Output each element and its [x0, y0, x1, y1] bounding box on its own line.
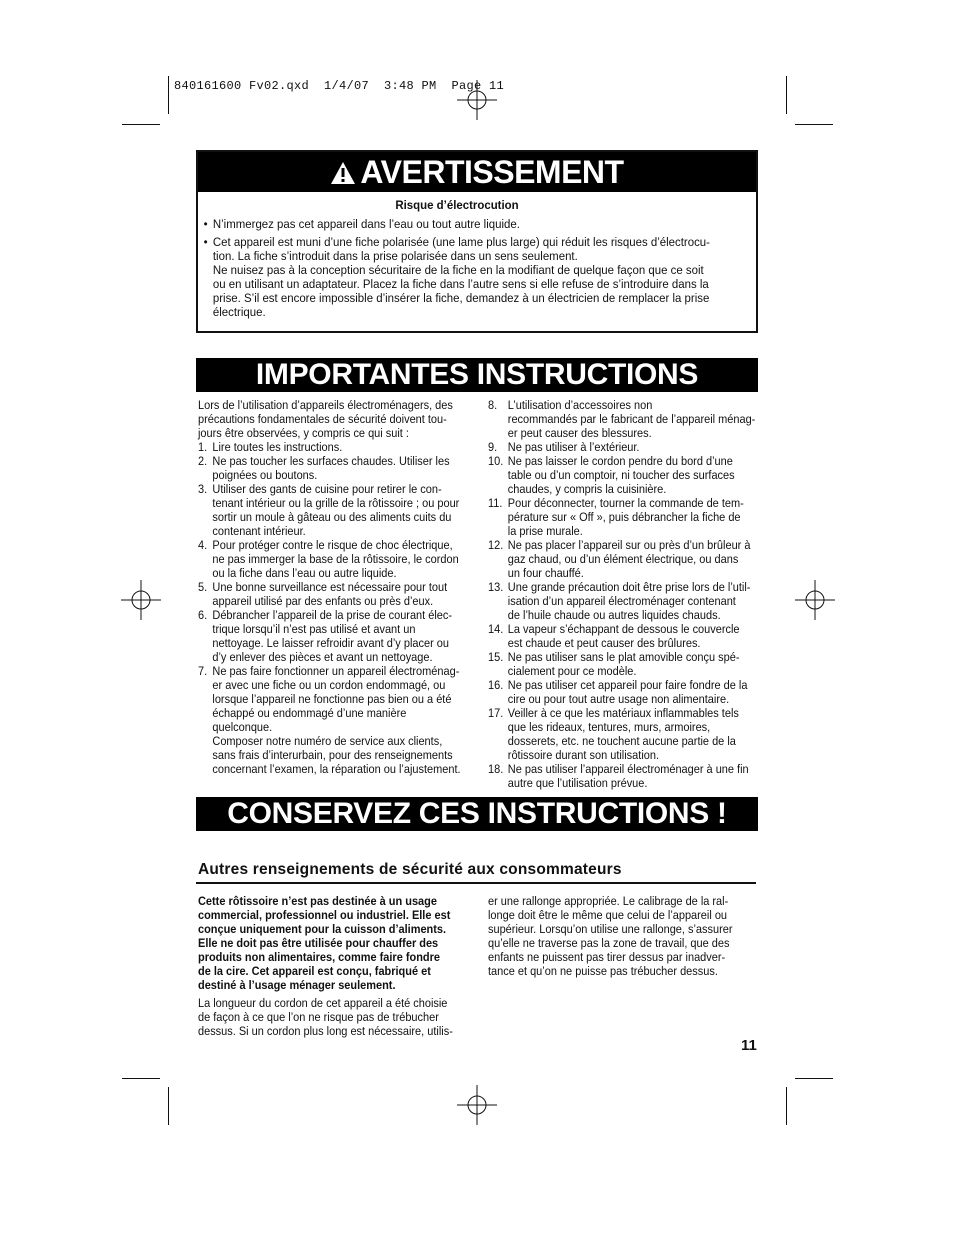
- crop-mark: [122, 1078, 160, 1079]
- registration-mark-icon: [795, 580, 835, 620]
- instruction-text: Pour protéger contre le risque de choc électrique, ne pas immerger la base de la rôtissoire, le cordon ou la fiche dans l’eau ou autre liquide.: [212, 538, 459, 580]
- instruction-text: La vapeur s’échappant de dessous le couvercle est chaude et peut causer des brûlures.: [507, 622, 740, 650]
- instruction-text: Ne pas faire fonctionner un appareil électroménag- er avec une fiche ou un cordon endommagé, ou lorsque l’appareil ne fonctionne pas bien ou a été échappé ou endommagé d’une manière quelconque. Composer notre numéro de service aux clients, sans frais d’interurbain, pour des renseignements concernant l’examen, la réparation ou l’ajustement.: [212, 664, 461, 776]
- instruction-item: [488, 496, 763, 538]
- instruction-item: [488, 650, 763, 678]
- instruction-text: Ne pas toucher les surfaces chaudes. Utiliser les poignées ou boutons.: [212, 454, 450, 482]
- consumer-left-column: [198, 894, 468, 1038]
- registration-mark-icon: [457, 80, 497, 120]
- instruction-number: 15.: [488, 650, 504, 664]
- registration-mark-icon: [121, 580, 161, 620]
- instruction-number: 12.: [488, 538, 504, 552]
- instructions-left-column: [198, 398, 468, 776]
- instruction-text: Lire toutes les instructions.: [212, 440, 343, 454]
- instruction-text: Une grande précaution doit être prise lors de l’util- isation d’un appareil électroménager contenant de l’huile chaude ou autres liquides chauds.: [507, 580, 751, 622]
- instruction-text: L’utilisation d’accessoires non recommandés par le fabricant de l’appareil ménag- er peut causer des blessures.: [507, 398, 756, 440]
- warning-title: AVERTISSEMENT: [360, 153, 624, 190]
- instruction-text: Veiller à ce que les matériaux inflammables tels que les rideaux, tentures, murs, armoires, dosserets, etc. ne touchent aucune partie de la rôtissoire durant son utilisation.: [507, 706, 739, 762]
- instruction-text: Ne pas utiliser l’appareil électroménager à une fin autre que l’utilisation prévue.: [507, 762, 749, 790]
- warning-item-text: Cet appareil est muni d’une fiche polarisée (une lame plus large) qui réduit les risques d’électrocu- tion. La fiche s’introduit dans la prise polarisée dans un sens seulement. Ne nuisez pas à la conception sécuritaire de la fiche en la modifiant de quelque façon que ce soit ou en utilisant un adaptateur. Placez la fiche dans l’autre sens si elle refuse de s’introduire dans la prise. S’il est encore impossible d’insérer la fiche, demandez à un électricien de remplacer la prise électrique.: [212, 235, 710, 319]
- consumer-paragraph-left: La longueur du cordon de cet appareil a été choisie de façon à ce que l’on ne risque pas de trébucher dessus. Si un cordon plus long est nécessaire, utilis-: [198, 996, 453, 1038]
- instruction-item: [198, 538, 468, 580]
- bullet: •: [203, 235, 208, 249]
- instruction-number: 7.: [198, 664, 208, 678]
- consumer-right-column: [488, 894, 758, 978]
- instruction-item: [488, 706, 763, 762]
- instruction-number: 3.: [198, 482, 208, 496]
- instruction-text: Ne pas utiliser sans le plat amovible conçu spé- cialement pour ce modèle.: [507, 650, 740, 678]
- crop-mark: [786, 1087, 787, 1125]
- conservez-title: CONSERVEZ CES INSTRUCTIONS !: [227, 797, 727, 830]
- instruction-item: [488, 762, 763, 790]
- instructions-list-left: [198, 440, 468, 776]
- important-instructions-header: [196, 358, 758, 392]
- instruction-item: [488, 454, 763, 496]
- instructions-list-right: [488, 398, 763, 790]
- warning-box: [196, 150, 758, 333]
- crop-mark: [168, 76, 169, 114]
- consumer-paragraph-right: er une rallonge appropriée. Le calibrage de la ral- longe doit être le même que celui de l’appareil ou supérieur. Lorsqu’on utilise une rallonge, s’assurer qu’elle ne traverse pas la zone de travail, que des enfants ne puissent pas tirer dessus par inadver- tance et qu’on ne puisse pas trébucher dessus.: [488, 894, 733, 978]
- section-rule: [196, 882, 756, 884]
- instruction-number: 5.: [198, 580, 208, 594]
- instruction-number: 13.: [488, 580, 504, 594]
- instruction-number: 1.: [198, 440, 208, 454]
- instruction-item: [198, 454, 468, 482]
- crop-mark: [786, 76, 787, 114]
- instruction-number: 17.: [488, 706, 504, 720]
- warning-header: [198, 152, 756, 192]
- instructions-right-column: [488, 398, 763, 790]
- registration-mark-icon: [457, 1085, 497, 1125]
- instruction-item: [198, 482, 468, 538]
- instruction-number: 11.: [488, 496, 503, 510]
- instruction-number: 4.: [198, 538, 208, 552]
- instruction-text: Débrancher l’appareil de la prise de courant élec- trique lorsqu’il n’est pas utilisé et avant un nettoyage. Le laisser refroidir avant d’y placer ou d’y enlever des pièces et avant un nettoyage.: [212, 608, 453, 664]
- conservez-header: [196, 797, 758, 831]
- crop-mark: [168, 1087, 169, 1125]
- warning-item: [204, 217, 753, 231]
- instruction-number: 18.: [488, 762, 504, 776]
- instruction-item: [488, 538, 763, 580]
- instruction-number: 14.: [488, 622, 504, 636]
- instruction-text: Utiliser des gants de cuisine pour retirer le con- tenant intérieur ou la grille de la rôtissoire ; ou pour sortir un moule à gâteau ou des aliments cuits du contenant intérieur.: [212, 482, 460, 538]
- instruction-item: [488, 398, 763, 440]
- instruction-item: [198, 440, 468, 454]
- print-slug: 840161600 Fv02.qxd 1/4/07 3:48 PM Page 11: [174, 79, 505, 93]
- instruction-item: [488, 678, 763, 706]
- instruction-item: [198, 608, 468, 664]
- instruction-item: [488, 440, 763, 454]
- instruction-item: [488, 622, 763, 650]
- instruction-number: 10.: [488, 454, 504, 468]
- instruction-text: Une bonne surveillance est nécessaire pour tout appareil utilisé par des enfants ou près d’eux.: [212, 580, 448, 608]
- bullet: •: [203, 217, 208, 231]
- warning-subtitle: Risque d’électrocution: [395, 198, 519, 212]
- instruction-number: 2.: [198, 454, 208, 468]
- instruction-item: [198, 580, 468, 608]
- instruction-text: Pour déconnecter, tourner la commande de tem- pérature sur « Off », puis débrancher la fiche de la prise murale.: [507, 496, 744, 538]
- crop-mark: [795, 1078, 833, 1079]
- instruction-item: [198, 664, 468, 776]
- instruction-text: Ne pas utiliser cet appareil pour faire fondre de la cire ou pour tout autre usage non alimentaire.: [507, 678, 748, 706]
- instruction-number: 6.: [198, 608, 208, 622]
- warning-item: [204, 235, 753, 319]
- crop-mark: [795, 124, 833, 125]
- instruction-number: 8.: [488, 398, 498, 412]
- instruction-text: Ne pas utiliser à l’extérieur.: [507, 440, 640, 454]
- crop-mark: [122, 124, 160, 125]
- instructions-intro: Lors de l’utilisation d’appareils électroménagers, des précautions fondamentales de sécurité doivent tou- jours être observées, y compris ce qui suit :: [198, 398, 453, 440]
- page-number: 11: [741, 1037, 757, 1054]
- instruction-text: Ne pas placer l’appareil sur ou près d’un brûleur à gaz chaud, ou d’un élément électrique, ou dans un four chauffé.: [507, 538, 751, 580]
- instruction-text: Ne pas laisser le cordon pendre du bord d’une table ou d’un comptoir, ni toucher des surfaces chaudes, y compris la cuisinière.: [507, 454, 735, 496]
- warning-body: [198, 192, 763, 319]
- consumer-safety-title: Autres renseignements de sécurité aux consommateurs: [198, 861, 622, 878]
- warning-item-text: N’immergez pas cet appareil dans l’eau ou tout autre liquide.: [212, 217, 520, 231]
- instruction-number: 16.: [488, 678, 504, 692]
- instruction-item: [488, 580, 763, 622]
- important-instructions-title: IMPORTANTES INSTRUCTIONS: [255, 358, 699, 391]
- consumer-bold-paragraph: Cette rôtissoire n’est pas destinée à un usage commercial, professionnel ou industriel. Elle est conçue uniquement pour la cuisson d’aliments. Elle ne doit pas être utilisée pour chauffer des produits non alimentaires, comme faire fondre de la cire. Cet appareil est conçu, fabriqué et destiné à l’usage ménager seulement.: [198, 894, 451, 992]
- warning-triangle-icon: [330, 156, 356, 193]
- instruction-number: 9.: [488, 440, 498, 454]
